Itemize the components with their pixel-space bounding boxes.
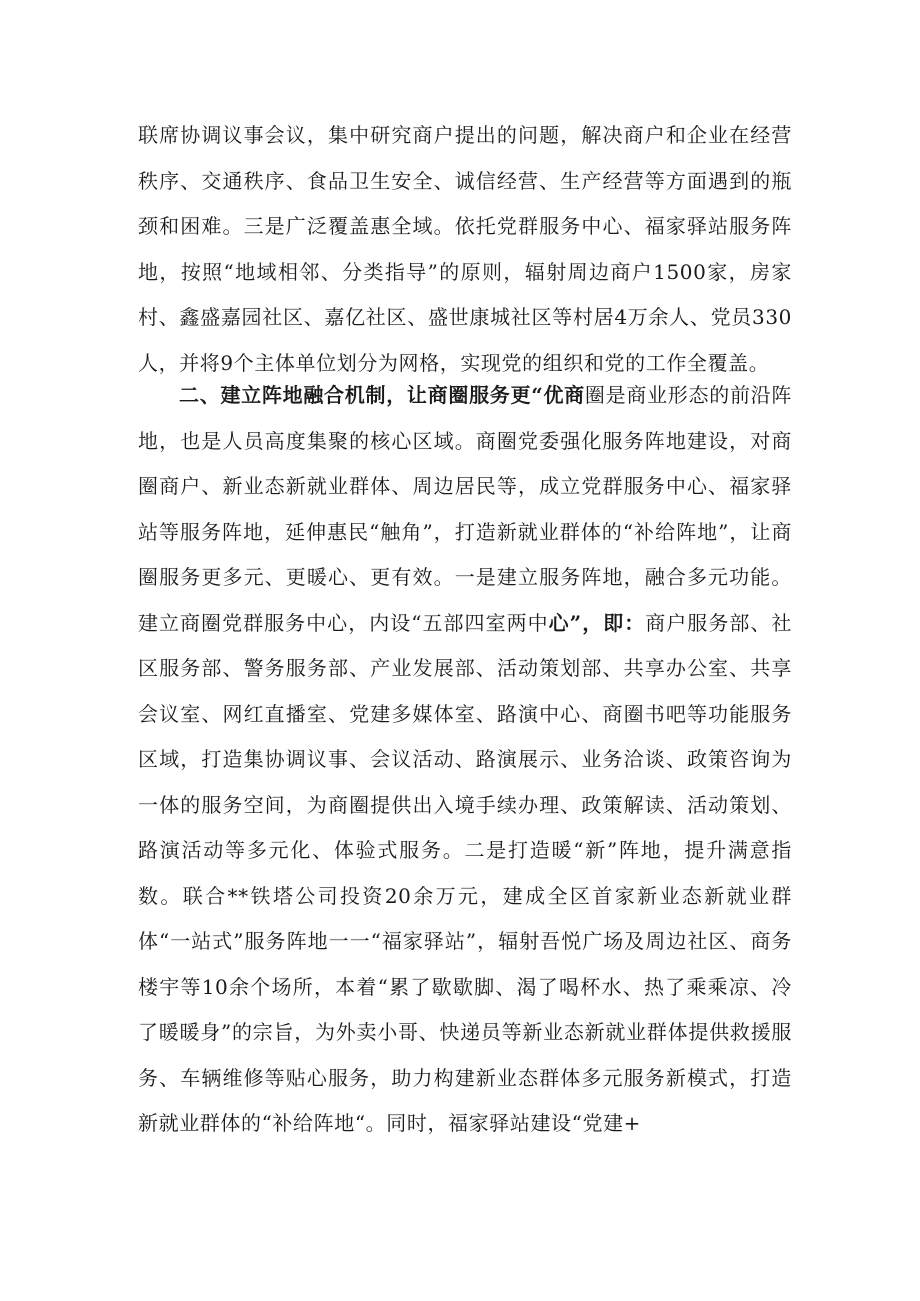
paragraph-position-integration [138,373,792,1147]
section-heading: 二、建立阵地融合机制，让商圈服务更“优商 [179,383,585,407]
paragraph-coverage: 联席协调议事会议，集中研究商户提出的问题，解决商户和企业在经营秩序、交通秩序、食品卫生安全、诚信经营、生产经营等方面遇到的瓶颈和困难。三是广泛覆盖惠全域。依托党群服务中心、福家驿站服务阵地，按照“地域相邻、分类指导”的原则，辐射周边商户1500家，房家村、鑫盛嘉园社区、嘉亿社区、盛世康城社区等村居4万余人、党员330人，并将9个主体单位划分为网格，实现党的组织和党的工作全覆盖。 [138,123,792,375]
paragraph-bold-phrase: 心”，即： [548,610,646,635]
paragraph-body-part-1: 圈是商业形态的前沿阵地，也是人员高度集聚的核心区域。商圈党委强化服务阵地建设，对商圈商户、新业态新就业群体、周边居民等，成立党群服务中心、福家驿站等服务阵地，延伸惠民“触角”，打造新就业群体的“补给阵地”，让商圈服务更多元、更暖心、更有效。一是建立服务阵地，融合多元功能。建立商圈党群服务中心，内设“五部四室两中 [138,383,793,635]
paragraph-body-part-2: 商户服务部、社区服务部、警务服务部、产业发展部、活动策划部、共享办公室、共享会议室、网红直播室、党建多媒体室、路演中心、商圈书吧等功能服务区域，打造集协调议事、会议活动、路演展示、业务洽谈、政策咨询为一体的服务空间，为商圈提供出入境手续办理、政策解读、活动策划、路演活动等多元化、体验式服务。二是打造暖“新”阵地，提升满意指数。联合**铁塔公司投资20余万元，建成全区首家新业态新就业群体“一站式”服务阵地一一“福家驿站”，辐射吾悦广场及周边社区、商务楼宇等10余个场所，本着“累了歇歇脚、渴了喝杯水、热了乘乘凉、冷了暖暖身”的宗旨，为外卖小哥、快递员等新业态新就业群体提供救援服务、车辆维修等贴心服务，助力构建新业态群体多元服务新模式，打造新就业群体的“补给阵地“。同时，福家驿站建设“党建+ [138,610,792,1135]
